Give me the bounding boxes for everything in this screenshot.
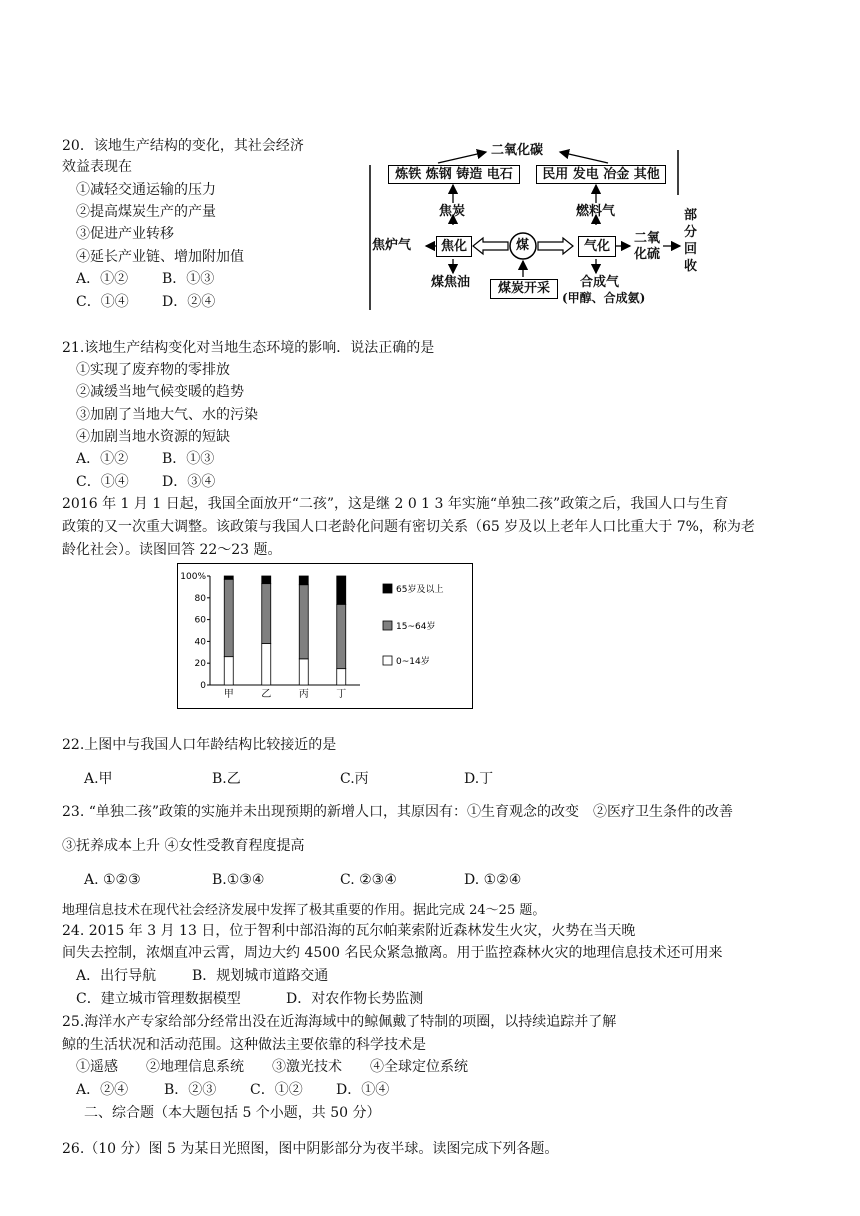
q20-item-2: ②提高煤炭生产的产量	[76, 204, 216, 220]
q24-option-b: B．规划城市道路交通	[192, 968, 329, 984]
q20-item-3: ③促进产业转移	[76, 226, 174, 242]
y-tick-label: 40	[194, 637, 206, 648]
q20-option-c: C．①④	[76, 294, 129, 310]
legend-swatch	[383, 656, 392, 665]
bar-segment	[299, 576, 308, 585]
label-jiaotan: 焦炭	[439, 204, 466, 219]
bar-segment	[337, 669, 346, 685]
x-tick-label: 甲	[223, 689, 234, 700]
box-jiaohua: 焦化	[436, 236, 472, 257]
q21-item-4: ④加剧当地水资源的短缺	[76, 429, 230, 445]
label-meijiaoyou: 煤焦油	[431, 275, 471, 290]
q24-option-c: C．建立城市管理数据模型	[76, 991, 241, 1007]
chart-canvas	[178, 564, 472, 708]
q24-option-d: D．对农作物长势监测	[286, 991, 424, 1007]
y-tick-label: 80	[194, 593, 206, 604]
q21-stem: 21.该地生产结构变化对当地生态环境的影响．说法正确的是	[62, 340, 435, 356]
label-hechengqi: 合成气	[580, 275, 620, 290]
q20-stem-line2: 效益表现在	[62, 159, 132, 175]
q24-option-a: A．出行导航	[76, 968, 157, 984]
bar-segment	[299, 659, 308, 685]
bar-segment	[224, 657, 233, 685]
y-tick-label: 0	[200, 681, 206, 691]
bar-segment	[224, 576, 233, 579]
x-tick-label: 丙	[298, 689, 309, 700]
q20-option-d: D．②④	[162, 294, 216, 310]
q21-option-c: C．①④	[76, 474, 129, 490]
intro22-line1: 2016 年 1 月 1 日起，我国全面放开“二孩”，这是继 2 0 1 3 年实施“单独二孩”政策之后，我国人口与生育	[62, 496, 729, 512]
bar-segment	[224, 579, 233, 656]
label-mei: 煤	[516, 238, 530, 253]
q22-option-a: A.甲	[84, 771, 113, 787]
q25-option-d: D．①④	[336, 1082, 390, 1098]
q25-items: ①遥感 ②地理信息系统 ③激光技术 ④全球定位系统	[76, 1059, 468, 1075]
q21-item-3: ③加剧了当地大气、水的污染	[76, 407, 258, 423]
label-methanol-ammonia: (甲醇、合成氨)	[562, 291, 646, 305]
q20-item-4: ④延长产业链、增加附加值	[76, 249, 244, 265]
legend-label: 15~64岁	[396, 622, 436, 632]
bar-segment	[262, 576, 271, 584]
y-tick-label: 20	[194, 659, 206, 670]
q21-option-a: A．①②	[76, 451, 129, 467]
q20-option-a: A．①②	[76, 271, 129, 287]
q22-option-c: C.丙	[340, 771, 369, 787]
label-ranliaoqi: 燃料气	[576, 204, 616, 219]
bar-segment	[262, 644, 271, 685]
y-tick-label: 60	[194, 615, 206, 626]
q24-line2: 间失去控制，浓烟直冲云霄，周边大约 4500 名民众紧急撤离。用于监控森林火灾的地理信息技术还可用来	[62, 945, 723, 961]
section-two-heading: 二、综合题（本大题包括 5 个小题，共 50 分）	[84, 1105, 381, 1121]
q20-stem-line1: 20．该地生产结构的变化，其社会经济	[62, 138, 304, 154]
box-qihua: 气化	[578, 236, 616, 257]
q23-option-d: D. ①②④	[464, 872, 522, 888]
q21-option-b: B．①③	[162, 451, 215, 467]
legend-label: 65岁及以上	[396, 585, 444, 595]
legend-swatch	[383, 584, 392, 593]
q22-option-d: D.丁	[464, 771, 494, 787]
age-structure-chart	[177, 563, 473, 709]
q22-option-b: B.乙	[212, 771, 241, 787]
q23-option-a: A. ①②③	[84, 872, 141, 888]
q25-option-a: A．②④	[76, 1082, 129, 1098]
bar-segment	[299, 585, 308, 659]
q21-item-1: ①实现了废弃物的零排放	[76, 362, 230, 378]
x-tick-label: 丁	[336, 689, 347, 700]
box-coal-mining: 煤炭开采	[490, 279, 558, 299]
q22-stem: 22.上图中与我国人口年龄结构比较接近的是	[62, 737, 337, 753]
q23-option-b: B.①③④	[212, 872, 265, 888]
label-so2: 二氧 化硫	[634, 231, 661, 262]
q23-option-c: C. ②③④	[340, 872, 397, 888]
q25-line2: 鲸的生活状况和活动范围。这种做法主要依靠的科学技术是	[62, 1037, 426, 1053]
label-partial-recovery: 部 分 回 收	[684, 208, 698, 274]
q21-item-2: ②减缓当地气候变暖的趋势	[76, 384, 244, 400]
legend-swatch	[383, 621, 392, 630]
q24-line1: 24. 2015 年 3 月 13 日，位于智利中部沿海的瓦尔帕莱索附近森林发生火灾，火势在当天晚	[62, 923, 636, 939]
q26-stem: 26.（10 分）图 5 为某日光照图，图中阴影部分为夜半球。读图完成下列各题。	[62, 1141, 559, 1157]
q20-item-1: ①减轻交通运输的压力	[76, 182, 216, 198]
coal-industry-flow-diagram	[368, 135, 708, 310]
q25-option-c: C．①②	[250, 1082, 303, 1098]
legend-label: 0~14岁	[396, 657, 430, 667]
bar-segment	[337, 576, 346, 604]
q23-line2: ③抚养成本上升 ④女性受教育程度提高	[62, 838, 305, 854]
q25-option-b: B．②③	[164, 1082, 217, 1098]
bar-segment	[262, 584, 271, 644]
label-jiaoluqi: 焦炉气	[372, 238, 412, 253]
bar-segment	[337, 604, 346, 668]
q21-option-d: D．③④	[162, 474, 216, 490]
q25-line1: 25.海洋水产专家给部分经常出没在近海海域中的鲸佩戴了特制的项圈，以持续追踪并了解	[62, 1014, 617, 1030]
intro22-line3: 龄化社会）。读图回答 22～23 题。	[62, 542, 282, 558]
intro24: 地理信息技术在现代社会经济发展中发挥了极其重要的作用。据此完成 24～25 题。	[62, 903, 546, 918]
box-industry-left: 炼铁 炼钢 铸造 电石	[388, 165, 520, 184]
x-tick-label: 乙	[261, 689, 272, 700]
q23-line1: 23. “单独二孩”政策的实施并未出现预期的新增人口，其原因有：①生育观念的改变 ②医疗卫生条件的改善	[62, 804, 734, 820]
box-industry-right: 民用 发电 冶金 其他	[536, 165, 666, 184]
q20-option-b: B．①③	[162, 271, 215, 287]
intro22-line2: 政策的又一次重大调整。该政策与我国人口老龄化问题有密切关系（65 岁及以上老年人口比重大于 7%，称为老	[62, 519, 755, 535]
y-tick-label: 100%	[180, 572, 206, 582]
label-co2: 二氧化碳	[491, 143, 544, 158]
